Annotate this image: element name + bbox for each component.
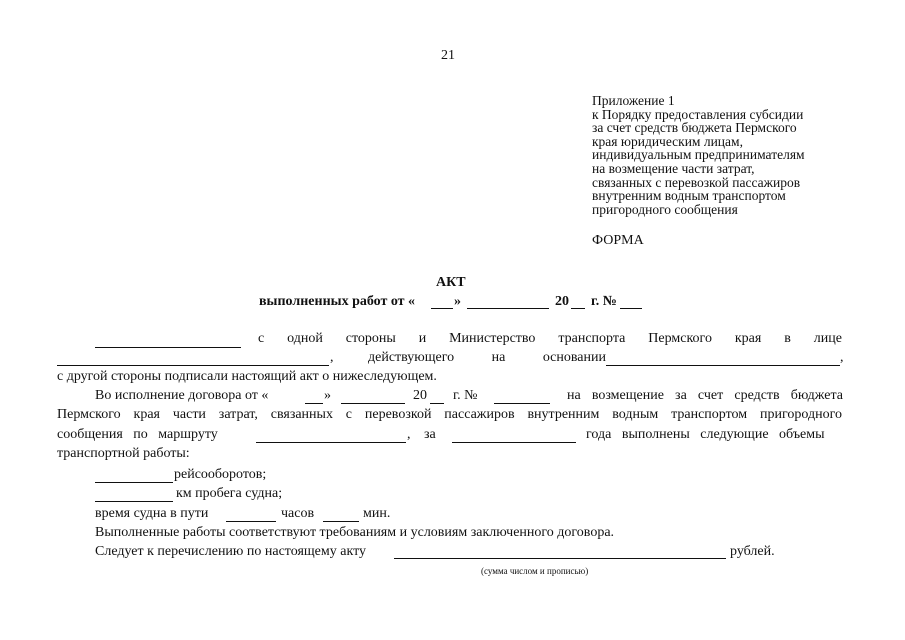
- blank-year[interactable]: [571, 308, 585, 309]
- appendix-line: пригородного сообщения: [592, 201, 738, 217]
- para1-end-comma: ,: [840, 350, 844, 365]
- blank-month[interactable]: [467, 308, 549, 309]
- para1-comma: ,: [330, 350, 334, 365]
- subtitle-part3: 20: [555, 294, 569, 309]
- time-label-b: часов: [281, 506, 315, 521]
- document-title: АКТ: [436, 275, 466, 290]
- blank-trips[interactable]: [95, 482, 173, 483]
- word: края: [734, 331, 762, 346]
- para1-line2-mid: [368, 350, 606, 366]
- compliance-text: Выполненные работы соответствуют требованиям и условиям заключенного договора.: [95, 525, 615, 540]
- blank-contract-month[interactable]: [341, 403, 405, 404]
- appendix-line: Приложение 1: [592, 93, 675, 108]
- time-label-c: мин.: [363, 506, 391, 521]
- word: одной: [287, 331, 323, 346]
- blank-number[interactable]: [620, 308, 642, 309]
- para2-l2: [57, 407, 842, 423]
- appendix-block: [592, 94, 805, 216]
- word: с: [258, 331, 265, 346]
- word: действующего: [368, 350, 455, 365]
- word: стороны: [345, 331, 396, 346]
- appendix-line: края юридическим лицам,: [592, 133, 743, 149]
- para2-l3-b: ,: [407, 427, 411, 442]
- para2-l1-c: 20: [413, 388, 427, 403]
- appendix-line: на возмещение части затрат,: [592, 160, 755, 176]
- para2-l1-b: »: [324, 388, 331, 403]
- blank-contract-year[interactable]: [430, 403, 444, 404]
- para2-l2-text: Пермского края части затрат, связанных с перевозкой пассажиров внутренним водным транспортом пригородного: [57, 407, 842, 422]
- para2-l3-c: за: [424, 427, 436, 442]
- page-number: 21: [441, 48, 455, 63]
- subtitle-part4: г. №: [591, 294, 617, 309]
- para2-l1-e: [567, 388, 843, 404]
- word: Пермского: [648, 331, 712, 346]
- word: транспорта: [558, 331, 626, 346]
- subtitle-part1: выполненных работ от «: [259, 294, 416, 309]
- para2-l4: транспортной работы:: [57, 446, 190, 461]
- appendix-line: индивидуальным предпринимателям: [592, 147, 805, 163]
- appendix-line: к Порядку предоставления субсидии: [592, 106, 804, 122]
- para2-l1-d: г. №: [453, 388, 478, 403]
- payment-label: Следует к перечислению по настоящему акту: [95, 544, 367, 559]
- amount-caption: (сумма числом и прописью): [481, 566, 589, 576]
- blank-amount[interactable]: [394, 558, 726, 559]
- blank-representative[interactable]: [57, 365, 329, 366]
- blank-contract-day[interactable]: [305, 403, 323, 404]
- blank-contract-number[interactable]: [494, 403, 550, 404]
- blank-period[interactable]: [452, 442, 576, 443]
- para1-line1: [258, 331, 842, 347]
- word: и: [418, 331, 427, 346]
- blank-km[interactable]: [95, 501, 173, 502]
- blank-basis[interactable]: [606, 365, 840, 366]
- para2-l3-a: сообщения по маршруту: [57, 427, 218, 442]
- word: Министерство: [449, 331, 536, 346]
- blank-route[interactable]: [256, 442, 406, 443]
- para2-l3-d: года выполнены следующие объемы: [586, 427, 825, 442]
- km-label: км пробега судна;: [176, 486, 283, 501]
- blank-contractor[interactable]: [95, 347, 241, 348]
- appendix-line: за счет средств бюджета Пермского: [592, 120, 797, 136]
- para1-line3: с другой стороны подписали настоящий акт о нижеследующем.: [57, 369, 437, 384]
- blank-hours[interactable]: [226, 521, 276, 522]
- subtitle-part2: »: [454, 294, 461, 309]
- time-label-a: время судна в пути: [95, 506, 209, 521]
- form-label: ФОРМА: [592, 233, 644, 248]
- word: основании: [542, 350, 606, 365]
- appendix-line: внутренним водным транспортом: [592, 188, 786, 204]
- blank-minutes[interactable]: [323, 521, 359, 522]
- blank-day[interactable]: [431, 308, 453, 309]
- word: на: [491, 350, 506, 365]
- word: в: [784, 331, 791, 346]
- para2-l1-e-text: на возмещение за счет средств бюджета: [567, 388, 843, 403]
- word: лице: [813, 331, 842, 346]
- para2-l1-a: Во исполнение договора от «: [95, 388, 269, 403]
- trips-label: рейсооборотов;: [174, 467, 267, 482]
- payment-unit: рублей.: [730, 544, 775, 559]
- appendix-line: связанных с перевозкой пассажиров: [592, 174, 801, 190]
